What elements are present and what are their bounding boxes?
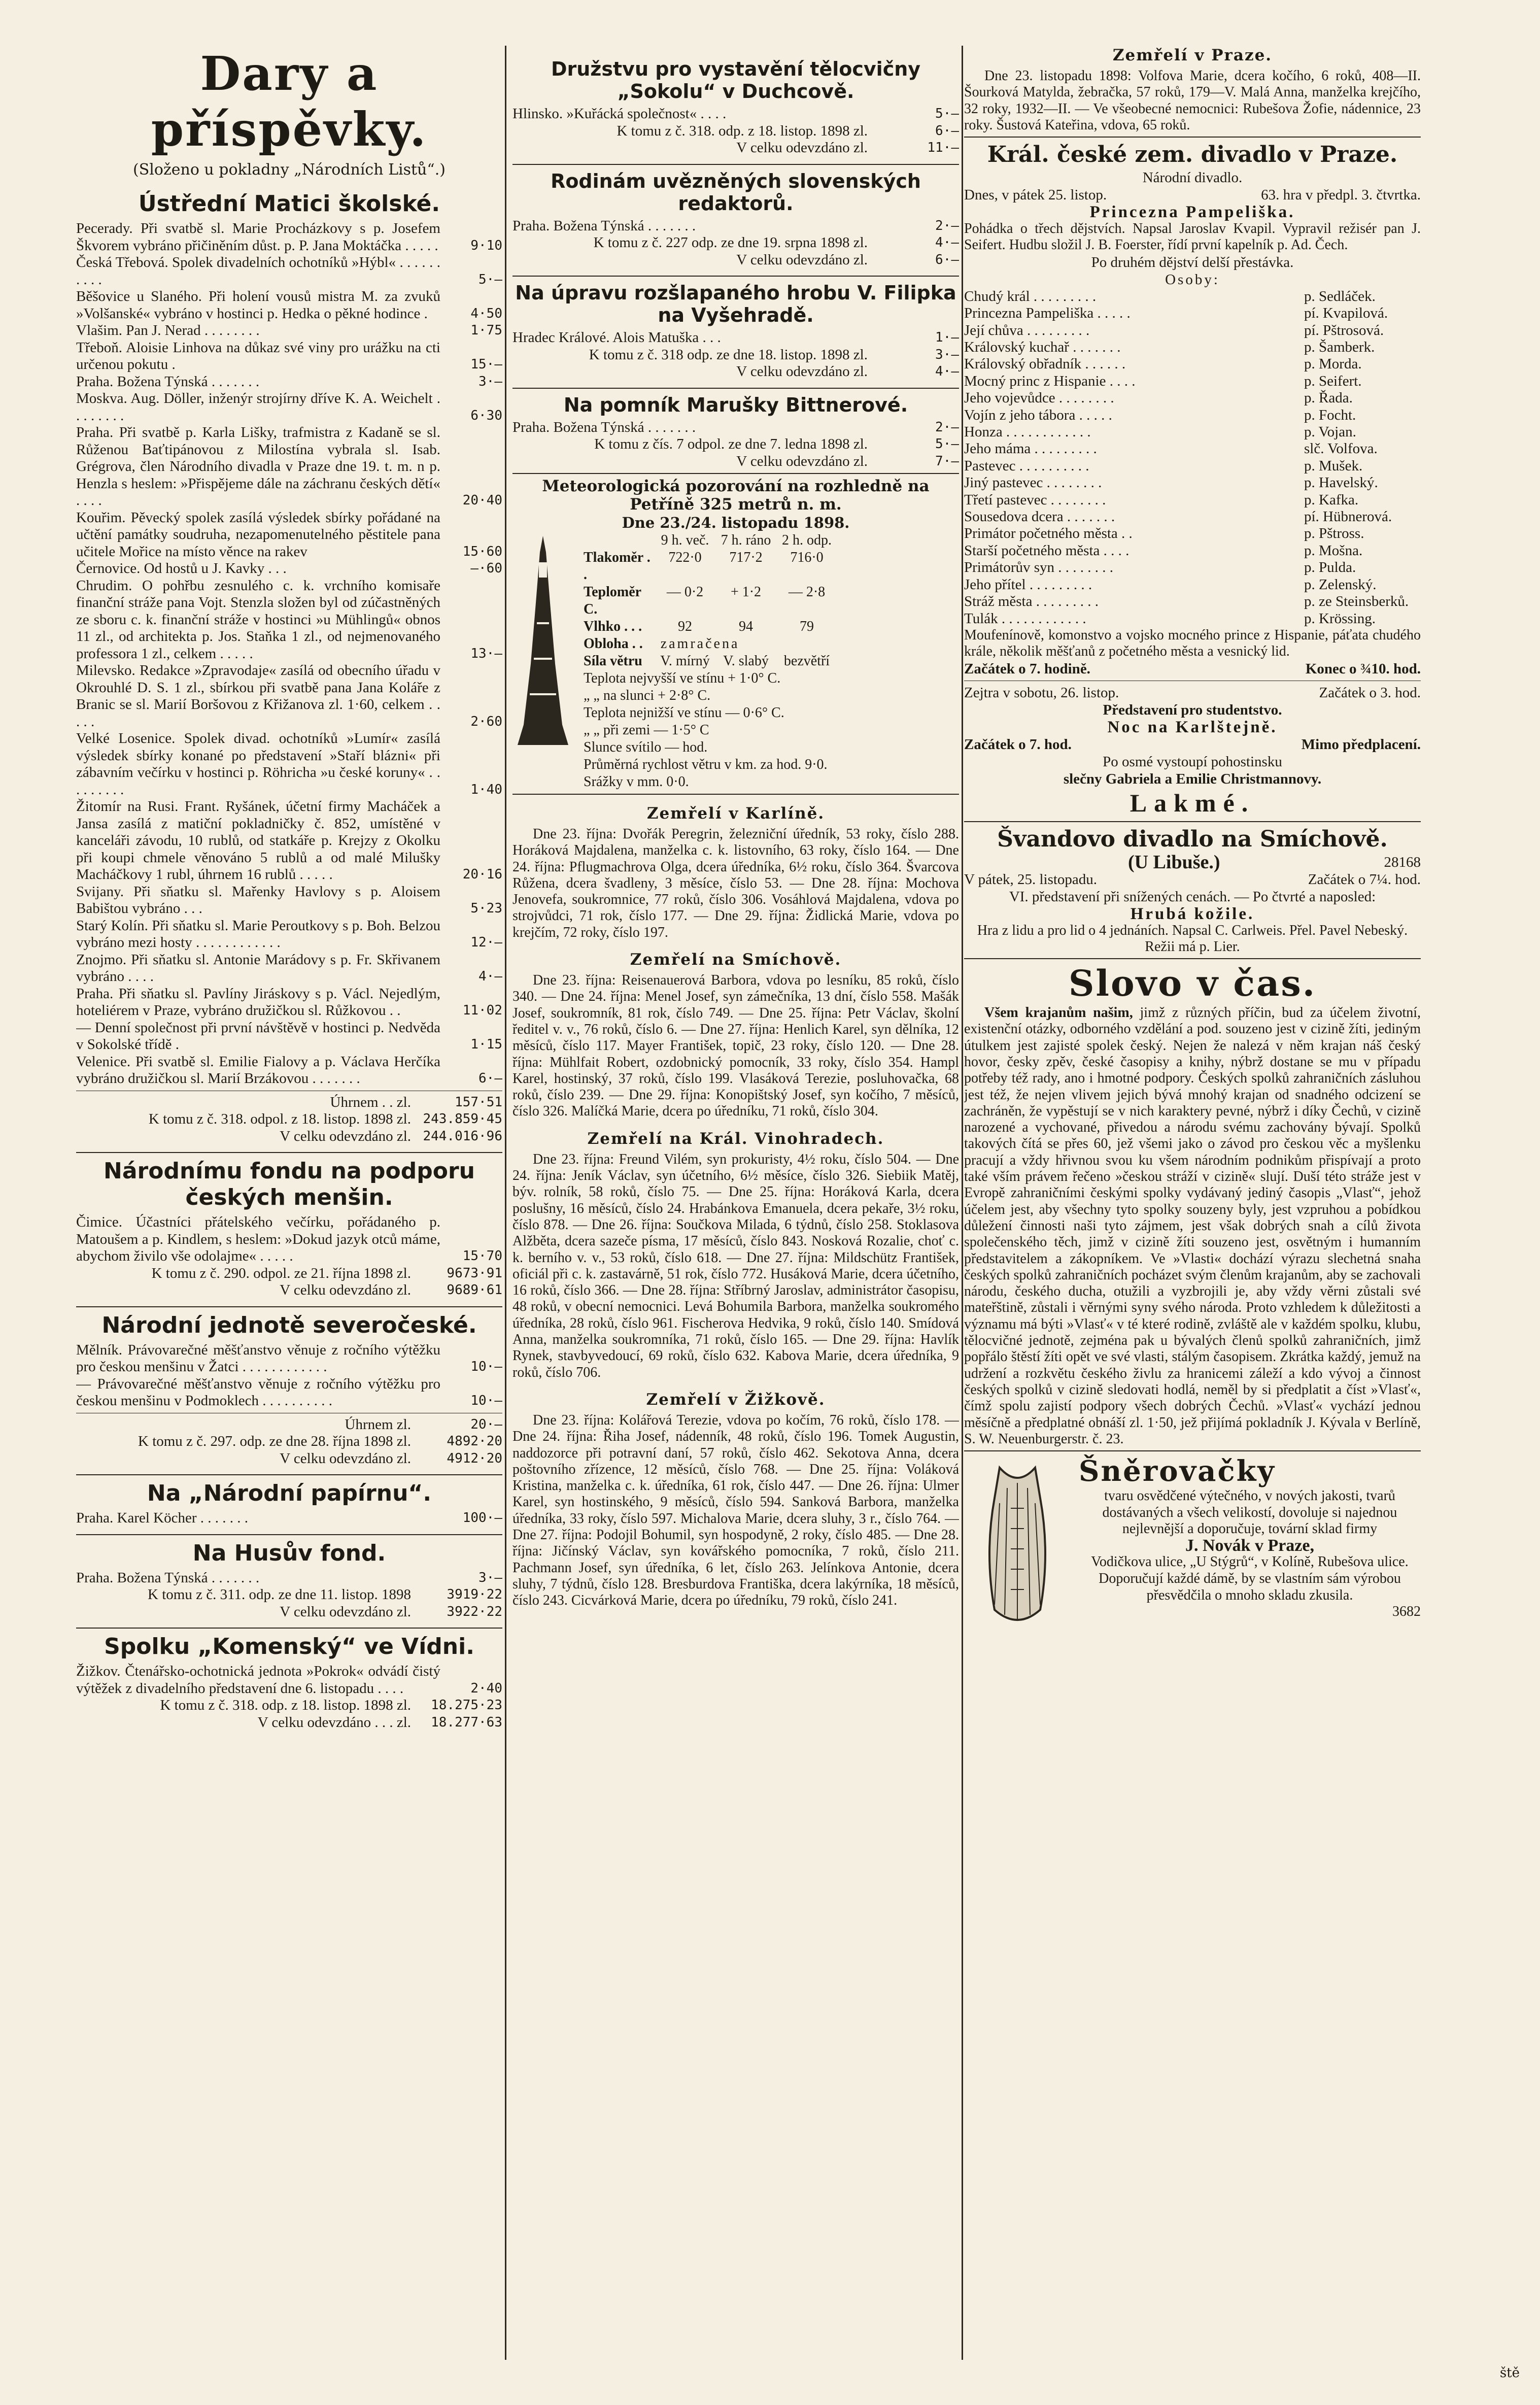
deaths-zizkov-text: Dne 23. října: Kolářová Terezie, vdova po kočím, 76 roků, číslo 178. — Dne 24. října: Řiha Josef, nádenník, 48 roků, číslo 196. Tomek Augustin, naddozorce při potravní daní, 57 roků, číslo 462. Sekotova Anna, dcera poštovního zřízence, 12 měsíců, číslo 768. — Dne 25. října: Voláková Kristina, manželka c. k. úředníka, 61 rok, číslo 447. — Dne 26. října: Ulmer Karel, syn hostinského, 9 měsíců, číslo 594. Sanková Barbora, manželka úředníka, 33 roky, číslo 597. Michalova Marie, dcera sluhy, 3 r., číslo 764. — Dne 27. října: Podojil Bohumil, syn hospodyně, 2 roky, číslo 485. — Dne 28. října: Jičínský Václav, syn kovářského pomocníka, 7 roků, číslo 211. Pachmann Josef, syn úředníka, 6 let, číslo 263. Jelínkova Antonie, dcera sluhy, 7 týdnů, číslo 128. Bresburdova Františka, dcera lakýrníka, 18 měsíců, číslo 243. Cicvárková Marie, dcera po úředníku, 79 roků, číslo 241. [512, 1412, 959, 1609]
cast-row [964, 356, 1421, 372]
carry-line: K tomu z č. 311. odp. ze dne 11. listop. 1898 3919·22 [148, 1586, 502, 1603]
weather-body [512, 532, 959, 791]
total-line: V celku odevzdáno zl. 7·— [736, 453, 959, 469]
divider [512, 473, 959, 474]
donation-entry [76, 952, 502, 986]
corset-ad [964, 1454, 1421, 1640]
deaths-vinohrady-heading: Zemřelí na Král. Vinohradech. [587, 1129, 884, 1148]
cast-role: Primátorův syn . . . . . . . . [964, 559, 1114, 576]
cast-role: Jeho vojevůdce . . . . . . . . [964, 390, 1114, 407]
weather-row [584, 618, 959, 635]
deaths-karlin-heading: Zemřelí v Karlíně. [646, 804, 825, 823]
cast-row [964, 543, 1421, 559]
donation-amount: 1·40 [470, 782, 502, 797]
weather-sunshine: Slunce svítilo — hod. [584, 739, 708, 755]
deaths-vinohrady-text: Dne 23. října: Freund Vilém, syn prokuristy, 4½ roku, číslo 504. — Dne 24. října: Jeník Václav, syn účetního, 6½ měsíce, číslo 326. Siebiik Matěj, býv. rolník, 58 roků, číslo 75. — Dne 25. října: Horáková Karla, dcera poslušny, 16 měsíců, číslo 24. Hrabánkova Emanuela, dcera pekaře, 3½ roku, číslo 878. — Dne 26. října: Součkova Milada, 6 týdnů, číslo 258. Stoklasova Alžběta, dcera sazeče písma, 17 měsíců, číslo 843. Nosková Rozalie, choť c. k. berního v. v., 53 roků, číslo 618. — Dne 27. října: Mildschütz František, oficiál při c. k. zastavárně, 51 rok, číslo 772. Husáková Marie, dcera účetního, 16 roků, číslo 366. — Dne 28. října: Stříbrný Jaroslav, administrátor časopisu, 48 roků, v obecní nemocnici. Levá Bohumila Barbora, manželka soukromého úředníka, 28 roků, číslo 961. Fischerova Hedvika, 9 roků, číslo 140. Smídová Anna, manželka soukromníka, 71 roků, číslo 165. — Dne 29. října: Havlík Rynek, stavbyvedoucí, 69 roků, číslo 632. Kabova Marie, dcera úředníka, 9 roků, číslo 706. [512, 1151, 959, 1380]
section-heading: Národnímu fondu na podporu českých menšin. [76, 1152, 502, 1211]
cast-row [964, 458, 1421, 475]
cast-actor: p. Seifert. [1304, 372, 1362, 389]
play-title: Princezna Pampeliška. [1089, 203, 1295, 222]
cast-actor: p. Pulda. [1304, 559, 1356, 576]
cast-actor: p. Mušek. [1304, 457, 1363, 474]
weather-date: Dne 23./24. listopadu 1898. [622, 514, 850, 531]
weather-temp: „ „ při zemi — 1·5° C [584, 722, 709, 738]
weather-value: 94 [739, 619, 753, 634]
donation-text: Znojmo. Při sňatku sl. Antonie Marádovy s p. Fr. Skřivanem vybráno . . . . [76, 951, 440, 985]
weather-windspeed: Průměrná rychlost větru v km. za hod. 9·0. [584, 757, 828, 772]
weather-wind: Síla větru V. mírný V. slabý bezvětří [584, 653, 830, 669]
play-note: Po druhém dějství delší přestávka. [1091, 254, 1294, 270]
deaths-karlin-text: Dne 23. října: Dvořák Peregrin, železniční úředník, 53 roky, číslo 288. Horáková Majdalena, manželka c. k. listovního, 63 roky, číslo 164. — Dne 24. října: Pflugmachrova Olga, dcera úředníka, 6½ roku, číslo 364. Švarcova Růžena, dcera švadleny, 3 měsíce, číslo 53. — Dne 28. října: Mochova Jenovefa, soukromnice, 77 roků, číslo 306. Vosáhlová Majdalena, vdova po strojvůdci, 71 rok, číslo 177. — Dne 29. října: Židlická Marie, vdova po krejčím, 72 roky, číslo 197. [512, 826, 959, 940]
corset-heading: Šněrovačky [1079, 1454, 1276, 1488]
cast-row [964, 525, 1421, 542]
cast-role: Mocný princ z Hispanie . . . . [964, 372, 1136, 389]
donation-amount: 100·— [462, 1510, 502, 1526]
donation-entry [76, 884, 502, 918]
cast-row [964, 492, 1421, 509]
donation-amount: 6·30 [470, 408, 502, 423]
cast-actor: p. ze Steinsberků. [1304, 593, 1409, 610]
slovo-heading: Slovo v čas. [1068, 962, 1317, 1005]
donations-column [76, 46, 502, 2370]
donation-amount: 2·— [935, 419, 959, 435]
weather-temp: Teplota nejnižší ve stínu — 0·6° C. [584, 705, 784, 721]
weather-value: 717·2 [729, 550, 763, 565]
donation-amount: 2·60 [470, 714, 502, 729]
start-time: Začátek o 7. hodině. Konec o ¾10. hod. [964, 660, 1421, 677]
cast-role: Primátor početného města . . [964, 525, 1133, 542]
weather-report [512, 477, 959, 791]
weather-col-headers: 9 h. več. 7 h. ráno 2 h. odp. [661, 532, 832, 548]
cast-role: Pastevec . . . . . . . . . . [964, 457, 1089, 474]
cast-row [964, 593, 1421, 610]
donation-text: — Právovarečné měšťanstvo věnuje z ročního výtěžku pro českou menšinu v Podmoklech . . . . . . . . . . [76, 1375, 440, 1409]
national-theatre-heading: Král. české zem. divadlo v Praze. [987, 142, 1398, 168]
corset-firm: J. Novák v Praze, [1185, 1536, 1314, 1555]
svanda-desc: Hra z lidu a pro lid o 4 jednáních. Napsal C. Carlweis. Přel. Pavel Nebeský. Režii má p. Lier. [977, 922, 1408, 955]
donation-text: Velenice. Při svatbě sl. Emilie Fialovy a p. Václava Herčíka vybráno družičkou sl. Marií Brzákovou . . . . . . . [76, 1053, 440, 1087]
carry-line: K tomu z č. 318. odp. z 18. listop. 1898 zl. 18.275·23 [160, 1697, 502, 1713]
weather-value: — 0·2 [666, 584, 704, 600]
donation-text: Praha. Božena Týnská . . . . . . . [512, 419, 696, 435]
theatre-date: Dnes, v pátek 25. listop. 63. hra v předpl. 3. čtvrtka. [964, 187, 1421, 204]
carry-line: K tomu z č. 297. odp. ze dne 28. října 1898 zl. 4892·20 [138, 1433, 502, 1449]
svanda-date: V pátek, 25. listopadu. Začátek o 7¼. hod. [964, 871, 1421, 888]
cast-actor: slč. Volfova. [1304, 441, 1378, 457]
weather-rows [584, 549, 959, 635]
cast-row [964, 441, 1421, 457]
cast-role: Jeho máma . . . . . . . . . [964, 441, 1097, 457]
cast-actor: p. Šamberk. [1304, 339, 1375, 355]
cast-row [964, 339, 1421, 356]
cast-actor: p. Pštross. [1304, 525, 1364, 542]
carry-line: K tomu z č. 227 odp. ze dne 19. srpna 1898 zl. 4·— [593, 234, 959, 251]
donation-amount: 9·10 [470, 238, 502, 253]
total-line: V celku odevzdáno zl. 9689·61 [280, 1282, 502, 1298]
donation-text: Česká Třebová. Spolek divadelních ochotníků »Hýbl« . . . . . . . . . . [76, 254, 440, 288]
donation-amount: 2·40 [470, 1680, 502, 1696]
donation-text: Milevsko. Redakce »Zpravodaje« zasílá od obecního úřadu v Okrouhlé D. S. 1 zl., sbírkou při svatbě pana Jana Koláře z Branic se sl. Marií Boršovou z Křižanova zl. 1·60, celkem . . . . . [76, 662, 440, 730]
total-line: V celku odevzdáno zl. 4912·20 [280, 1450, 502, 1467]
donations-subtitle: (Složeno u pokladny „Národních Listů“.) [133, 161, 446, 179]
theatre-sub: Národní divadlo. [1142, 170, 1243, 186]
total-line: V celku odevzdáno zl. 11·— [736, 140, 959, 156]
divider [964, 958, 1421, 959]
donation-entry [76, 424, 502, 510]
donation-text: Praha. Božena Týnská . . . . . . . [512, 217, 696, 234]
donation-text: Praha. Božena Týnská . . . . . . . [76, 373, 260, 390]
weather-temp: Teplota nejvyšší ve stínu + 1·0° C. [584, 670, 781, 686]
weather-value: 79 [800, 619, 814, 634]
svanda-theatre-heading: Švandovo divadlo na Smíchově. [997, 826, 1388, 852]
donation-amount: 10·— [470, 1359, 502, 1374]
weather-sky: Obloha . . zamračena [584, 636, 740, 652]
donation-text: Chrudim. O pohřbu zesnulého c. k. vrchního komisaře finanční stráže pana Vojt. Stenzla složen byl od zúčastněných ze sboru c. k. finanční stráže v hostinci »u Mühlingů« obnos 11 zl., od architekta p. Jos. Staňka 1 zl., od nejmenovaného professora 1 zl., celkem . . . . . [76, 577, 440, 662]
donation-amount: 4·— [478, 969, 502, 984]
cast-actor: p. Sedláček. [1304, 288, 1376, 304]
donation-amount: 5·23 [470, 901, 502, 916]
cast-row [964, 322, 1421, 339]
column-rule [962, 46, 963, 2360]
cast-actor: pí. Pštrosová. [1304, 322, 1384, 338]
weather-row-label: Vlhko . . . [584, 619, 642, 634]
donation-text: Praha. Božena Týnská . . . . . . . [76, 1569, 260, 1586]
petrin-tower-icon [512, 532, 573, 750]
donation-amount: 12·— [470, 935, 502, 950]
donation-entry [76, 1020, 502, 1054]
donation-list [76, 1663, 502, 1697]
corset-address: Vodičkova ulice, „U Stýgrů“, v Kolíně, Rubešova ulice. Doporučují každé dámě, by se vlastním sám výrobou přesvědčila o mnoho skladu zkusila. [1091, 1554, 1409, 1603]
donation-text: Čimice. Účastníci přátelského večírku, pořádaného p. Matoušem a p. Kindlem, s heslem: »Dokud jazyk otců máme, abychom živilo vše odolajme« . . . . . [76, 1214, 440, 1264]
cast-row [964, 288, 1421, 305]
cast-role: Chudý král . . . . . . . . . [964, 288, 1097, 304]
donation-entry [76, 1570, 502, 1587]
cast-role: Princezna Pampeliška . . . . . [964, 305, 1131, 322]
corset-num: 3682 [1392, 1604, 1421, 1620]
donation-amount: 2·— [935, 218, 959, 233]
tomorrow-date: Zejtra v sobotu, 26. listop. Začátek o 3. hod. [964, 684, 1421, 701]
total-line: V celku odevzdáno zl. 6·— [736, 251, 959, 268]
students-note: Představení pro studentstvo. [1103, 701, 1282, 718]
deaths-smichov-text: Dne 23. října: Reisenauerová Barbora, vdova po lesníku, 85 roků, číslo 340. — Dne 24. října: Menel Josef, syn zámečníka, 13 dní, číslo 558. Mašák Josef, soukromník, 81 rok, číslo 749. — Dne 25. října: Petr Václav, školní ředitel v. v., 76 roků, číslo 6. — Dne 27. října: Henlich Karel, syn dělníka, 12 měsíců, číslo 117. Mayer František, topič, 23 roky, číslo 120. — Dne 28. října: Mühlfait Robert, ozdobnický pomocník, 33 roky, číslo 354. Hampl Karel, hostinský, 37 roků, číslo 199. Vlasáková Terezie, posluhovačka, 68 roků, číslo 239. — Dne 29. října: Konopištský Josef, syn kočího, 7 měsíců, číslo 326. Malíčká Marie, dcera po úředníku, 71 roků, číslo 304. [512, 972, 959, 1120]
donation-text: Starý Kolín. Při sňatku sl. Marie Peroutkovy s p. Boh. Belzou vybráno mezi hosty . . . . . . . . . . . . [76, 917, 440, 951]
donation-list [76, 1510, 502, 1527]
donation-entry [512, 106, 959, 123]
cast-row [964, 305, 1421, 322]
donation-amount: 15·70 [462, 1248, 502, 1264]
cast-actor: p. Mošna. [1304, 542, 1363, 559]
cast-actor: p. Focht. [1304, 407, 1356, 423]
donation-text: Černovice. Od hostů u J. Kavky . . . [76, 560, 287, 577]
next-play: Lakmé. [1130, 788, 1255, 817]
donation-text: Moskva. Aug. Döller, inženýr strojírny dříve K. A. Weichelt . . . . . . . . [76, 390, 440, 424]
donation-list [512, 218, 959, 235]
donation-entry [76, 798, 502, 884]
cast-row [964, 390, 1421, 407]
donation-entry [76, 918, 502, 952]
donation-text: — Denní společnost při první návštěvě v hostinci p. Nedvěda v Sokolské třídě . [76, 1019, 440, 1053]
cast-actor: p. Morda. [1304, 356, 1362, 372]
total-line: V celku odevzdáno . . . zl. 18.277·63 [257, 1714, 502, 1731]
guest-note: Po osmé vystoupí pohostinsku [1103, 753, 1282, 770]
donation-amount: 5·— [935, 106, 959, 121]
weather-row [584, 549, 959, 584]
donation-entry [76, 390, 502, 424]
donation-entry [76, 340, 502, 374]
donation-text: Pecerady. Při svatbě sl. Marie Procházkovy s p. Josefem Škvorem vybráno přičiněním důst. p. P. Jana Moktáčka . . . . . [76, 220, 440, 254]
cast-role: Její chůva . . . . . . . . . [964, 322, 1090, 338]
section-heading: Národní jednotě severočeské. [76, 1306, 502, 1339]
cast-actor: pí. Kvapilová. [1304, 305, 1388, 322]
middle-column [512, 46, 959, 2076]
slovo-text: Všem krajanům našim, jimž z různých příčin, bud za účelem životní, existenční otázky, odborného vzdělání a pod. souzeno jest v cizině žíti, jediným útulkem jest zajisté spolek český. Nejen že nalezá v něm krajan náš český hovor, česky zpěv, české časopisy a knihy, nýbrž dostane se mu v případu potřeby též rady, ano i hmotné podpory. Českých spolků zahraničních zásluhou jest též, že nejen vlivem jejich bývá mnohý krajan od snadného odcizení se zachráněn, že vypěstují se v nich karaktery pevné, nýbrž i díky Čechů, v cizině narozené a vychované, přivedou a národu svému zachovány bývají. Spolků takových čítá se přes 60, jež všemi jako o závod pro českou věc a myšlenku pracují a vždy hřivnou svou ku všem národním podnikům přispívají a proto také vším právem řečeno »českou stráží v cizině« slují. Duší této stráže jest v Evropě zahraničními českými spolky vydávaný jediný časopis „Vlasť“, jehož účelem jest, aby všechny tyto spolky souzeny byly, jest vzpruhou a pobídkou důležení činnosti naši tyto zájmem, jest však dobrých snah a cílů života společenského těch, jimž v cizině žíti souzeno jest, osvětným i humanním představitelem a zákopníkem. Ve »Vlasti« dochází výrazu slechetná snaha českých spolků zahraničních pocházet svým členům krajanům, aby se zachovali národu, českého ducha, otužili a vyzbrojili je, aby vždy věrni zůstali své mateřštině, zůstali i věrnými syny svého národa. Proto vzhledem k důležitosti a významu má býti »Vlasť« v té které rodině, zvláště ale v každém spolku, klubu, tělocvičné jednotě, zejména pak u bývalých členů spolků zahraničních, jimž popřálo štěstí žíti opět ve své vlasti, stálým časopisem. Zkrátka každý, jemuž na udržení a rozkvětu českého živlu za hranicemi záleží a kdo vývoj a činnost českých spolků v cizině sledovati hodlá, neměl by si předplatit a číst »Vlasť«, čímž spolu zajistí podpory všech dobrých Čechů. »Vlasť« vychází jednou měsíčně a předplatné obnáší zl. 1·50, jež přijímá pokladník J. Kývala v Berlíně, S. W. Neuenburgerstr. č. 23. [964, 1005, 1421, 1447]
cast-heading: Osoby: [1165, 271, 1220, 288]
carry-line: K tomu z č. 318. odp. z 18. listop. 1898 zl. 6·— [617, 122, 959, 139]
donation-text: Žitomír na Rusi. Frant. Ryšánek, účetní firmy Macháček a Jansa zasílá z matiční pokladničky č. 852, umístěné v kanceláři závodu, 10 rublů, od statkáře p. Krejzy z Okolku při koupi chmele věnováno 5 rublů a od malé Milušky Macháčkovy 1 rubl, úhrnem 16 rublů . . . . . [76, 798, 440, 883]
section-heading: Ústřední Matici školské. [138, 191, 440, 217]
cast-actor: p. Řada. [1304, 390, 1353, 407]
cast-actor: p. Zelenský. [1304, 576, 1377, 593]
cast-role: Jiný pastevec . . . . . . . . [964, 475, 1102, 491]
donation-text: Praha. Při svatbě p. Karla Lišky, trafmistra z Kadaně se sl. Růženou Baťtipánovou z Milostína vybrala sl. Isab. Grégrova, člen Národního divadla v Praze dne 19. t. m. n p. Henzla s heslem: »Přispějeme dále na záchranu českých dětí« . . . . [76, 424, 440, 509]
donation-amount: 15·— [470, 357, 502, 372]
cast-row [964, 611, 1421, 627]
cast-role: Sousedova dcera . . . . . . . [964, 509, 1115, 525]
cast-actor: p. Vojan. [1304, 424, 1356, 441]
donation-amount: 4·50 [470, 306, 502, 321]
corset-icon [964, 1458, 1071, 1640]
tomorrow-play: Noc na Karlštejně. [1107, 718, 1278, 736]
weather-precip: Srážky v mm. 0·0. [584, 774, 689, 790]
donation-amount: —·60 [470, 561, 502, 576]
cast-role: Starší početného města . . . . [964, 542, 1130, 559]
play-genre: Pohádka o třech dějstvích. Napsal Jaroslav Kvapil. Vypravil režisér pan J. Seifert. Hudbu složil J. B. Foerster, řídí první kapelník p. Ad. Čech. [964, 221, 1421, 253]
deaths-smichov-heading: Zemřelí na Smíchově. [630, 951, 842, 969]
section-heading: Na Husův fond. [76, 1534, 502, 1567]
donation-list [76, 1342, 502, 1410]
donation-amount: 1·75 [470, 323, 502, 338]
donation-text: Svijany. Při sňatku sl. Mařenky Havlovy s p. Aloisem Babištou vybráno . . . [76, 883, 440, 917]
cast-row [964, 559, 1421, 576]
donation-amount: 3·— [478, 1570, 502, 1585]
donation-entry [512, 218, 959, 235]
donation-amount: 15·60 [462, 544, 502, 559]
donation-entry [76, 288, 502, 322]
carry-line: K tomu z č. 290. odpol. ze 21. října 1898 zl. 9673·91 [151, 1265, 502, 1281]
cast-role: Jeho přítel . . . . . . . . . [964, 576, 1092, 593]
total-line: V celku odevzdáno zl. 244.016·96 [280, 1128, 502, 1144]
weather-row-label: Teploměr C. [584, 584, 641, 617]
cast-row [964, 475, 1421, 491]
section-heading: Spolku „Komenský“ ve Vídni. [76, 1628, 502, 1660]
donation-entry [76, 1054, 502, 1088]
donation-text: Mělník. Právovarečné měšťanstvo věnuje z ročního výtěžku pro českou menšinu v Žatci . . . . . . . . . . . . [76, 1341, 440, 1375]
donation-text: Kouřim. Pěvecký spolek zasílá výsledek sbírky pořádané na učtění památky soudruha, nezapomenutelného pěstitele pana učitele Mořice na místo věnce na rakev [76, 509, 440, 560]
deaths-prague-heading: Zemřelí v Praze. [1112, 46, 1273, 64]
weather-value: 92 [678, 619, 692, 634]
column-rule [505, 46, 506, 2360]
divider [512, 794, 959, 795]
sum-line: Úhrnem . . zl. 157·51 [330, 1094, 502, 1110]
weather-value: 716·0 [790, 550, 824, 565]
donation-list [512, 329, 959, 347]
donation-amount: 5·— [478, 272, 502, 287]
donation-amount: 1·— [935, 330, 959, 345]
donation-text: Běšovice u Slaného. Při holení vousů mistra M. za zvuků »Volšanské« vybráno v hostinci p. Hedka o pěkné hodince . [76, 288, 440, 322]
donation-entry [76, 374, 502, 391]
donation-text: Praha. Při sňatku sl. Pavlíny Jiráskovy s p. Václ. Nejedlým, hoteliérem v Praze, vybráno družičkou sl. Růžkovou . . [76, 985, 440, 1019]
cast-actor: p. Havelský. [1304, 475, 1378, 491]
deaths-zizkov-heading: Zemřelí v Žižkově. [646, 1390, 826, 1409]
cast-role: Honza . . . . . . . . . . . . [964, 424, 1091, 441]
cast-row [964, 407, 1421, 424]
total-line: V celku odevzdáno zl. 4·— [736, 363, 959, 380]
donation-entry [76, 1376, 502, 1410]
donation-entry [512, 419, 959, 436]
donation-text: Třeboň. Aloisie Linhova na důkaz své viny pro urážku na cti určenou pokutu . [76, 339, 440, 372]
svanda-play: Hrubá kožile. [1130, 904, 1255, 923]
donation-text: Hlinsko. »Kuřácká společnost« . . . . [512, 106, 727, 122]
donation-text: Velké Losenice. Spolek divad. ochotníků »Lumír« zasílá výsledek sbírky konané po představení »Staří blázni« při zábavním večírku v hostinci p. Röhricha »u české koruny« . . . . . . . . . [76, 730, 440, 798]
donation-list [512, 106, 959, 123]
donation-amount: 13·— [470, 646, 502, 661]
donation-entry [76, 254, 502, 288]
divider [964, 137, 1421, 138]
donation-amount: 1·15 [470, 1037, 502, 1052]
tomorrow-start: Začátek o 7. hod. Mimo předplacení. [964, 736, 1421, 753]
cast-row [964, 424, 1421, 441]
weather-title: Meteorologická pozorování na rozhledně na Petříně 325 metrů n. m. [542, 477, 930, 514]
donation-entry [76, 1663, 502, 1697]
donation-entry [76, 1510, 502, 1527]
donation-amount: 11·02 [462, 1003, 502, 1018]
weather-value: 722·0 [668, 550, 702, 565]
cast-role: Vojín z jeho tábora . . . . . [964, 407, 1112, 423]
weather-row-label: Tlakoměr . . [584, 550, 651, 583]
donation-text: Žižkov. Čtenářsko-ochotnická jednota »Pokrok« odvádí čistý výtěžek z divadelního představení dne 6. listopadu . . . . [76, 1663, 440, 1697]
cast-row [964, 577, 1421, 593]
donation-amount: 6·— [478, 1071, 502, 1086]
donation-list [76, 1570, 502, 1587]
donation-entry [76, 578, 502, 663]
donation-text: Vlašim. Pan J. Nerad . . . . . . . . [76, 322, 260, 338]
donations-title: Dary a příspěvky. [151, 46, 428, 157]
carry-line: K tomu z čís. 7 odpol. ze dne 7. ledna 1898 zl. 5·— [594, 436, 959, 452]
cast-actor: pí. Hübnerová. [1304, 509, 1392, 525]
donation-entry [76, 986, 502, 1020]
donation-entry [512, 329, 959, 347]
weather-row [584, 584, 959, 618]
weather-value: + 1·2 [730, 584, 762, 600]
cast-row [964, 509, 1421, 525]
section-heading: Rodinám uvězněných slovenských redaktorů. [512, 164, 959, 215]
donation-list [76, 220, 502, 1088]
cast-list [964, 288, 1421, 627]
donation-amount: 3·— [478, 374, 502, 389]
donation-entry [76, 1342, 502, 1376]
weather-temp: „ „ na slunci + 2·8° C. [584, 688, 711, 703]
donation-entry [76, 662, 502, 730]
donation-amount: 20·40 [462, 493, 502, 508]
cast-actor: p. Krössing. [1304, 610, 1376, 627]
right-column [964, 46, 1421, 2370]
donation-text: Praha. Karel Köcher . . . . . . . [76, 1510, 249, 1526]
section-heading: Na „Národní papírnu“. [76, 1474, 502, 1507]
section-heading: Na úpravu rozšlapaného hrobu V. Filipka na Vyšehradě. [512, 276, 959, 326]
carry-line: K tomu z č. 318 odp. ze dne 18. listop. 1898 zl. 3·— [589, 346, 959, 363]
donation-entry [76, 560, 502, 578]
cast-role: Tulák . . . . . . . . . . . . [964, 610, 1086, 627]
guest-names: slečny Gabriela a Emilie Christmannovy. [1063, 770, 1322, 787]
donation-list [512, 419, 959, 436]
donation-list [76, 1214, 502, 1265]
divider [964, 1450, 1421, 1451]
total-line: V celku odevzdáno zl. 3922·22 [280, 1603, 502, 1620]
weather-value: — 2·8 [788, 584, 826, 600]
section-heading: Družstvu pro vystavění tělocvičny „Sokolu“ v Duchcově. [551, 58, 921, 103]
donation-amount: 10·— [470, 1393, 502, 1408]
donation-amount: 20·16 [462, 867, 502, 882]
cast-actor: p. Kafka. [1304, 491, 1359, 508]
donation-entry [76, 322, 502, 340]
page-mark: ště [1499, 2365, 1520, 2381]
donation-entry [76, 220, 502, 254]
carry-line: K tomu z č. 318. odpol. z 18. listop. 1898 zl. 243.859·45 [148, 1111, 502, 1127]
cast-role: Královský obřadník . . . . . . [964, 356, 1126, 372]
donation-entry [76, 510, 502, 561]
donation-entry [76, 1214, 502, 1265]
section-heading: Na pomník Marušky Bittnerové. [512, 388, 959, 416]
sum-line: Úhrnem zl. 20·— [345, 1416, 502, 1433]
donation-text: Hradec Králové. Alois Matuška . . . [512, 329, 721, 346]
corset-text: tvaru osvědčené výtečného, v nových jakosti, tvarů dostávaných a všech velikostí, dovoluje si najednou nejlevnější a doporučuje, tovární sklad firmy [1102, 1488, 1397, 1537]
crowd-note: Moufenínově, komonstvo a vojsko mocného prince z Hispanie, páťata chudého krále, několik měšťanů z početného města a vesnický lid. [964, 627, 1421, 660]
deaths-prague-text: Dne 23. listopadu 1898: Volfova Marie, dcera kočího, 6 roků, 408—II. Šourková Matylda, žebračka, 57 roků, 179—V. Malá Anna, manželka krejčího, 32 roky, 1932—II. — Ve všeobecné nemocnici: Rubešova Žofie, nádennice, 23 roky. Šustová Kateřina, vdova, 65 roků. [964, 68, 1421, 133]
cast-row [964, 373, 1421, 390]
divider [964, 821, 1421, 822]
svanda-perf: VI. představení při snížených cenách. — Po čtvrté a naposled: [1009, 888, 1376, 905]
donation-entry [76, 730, 502, 798]
cast-role: Stráž města . . . . . . . . . [964, 593, 1099, 610]
cast-role: Třetí pastevec . . . . . . . . [964, 491, 1106, 508]
cast-role: Královský kuchař . . . . . . . [964, 339, 1121, 355]
svanda-sub: (U Libuše.) 28168 [1127, 851, 1421, 873]
